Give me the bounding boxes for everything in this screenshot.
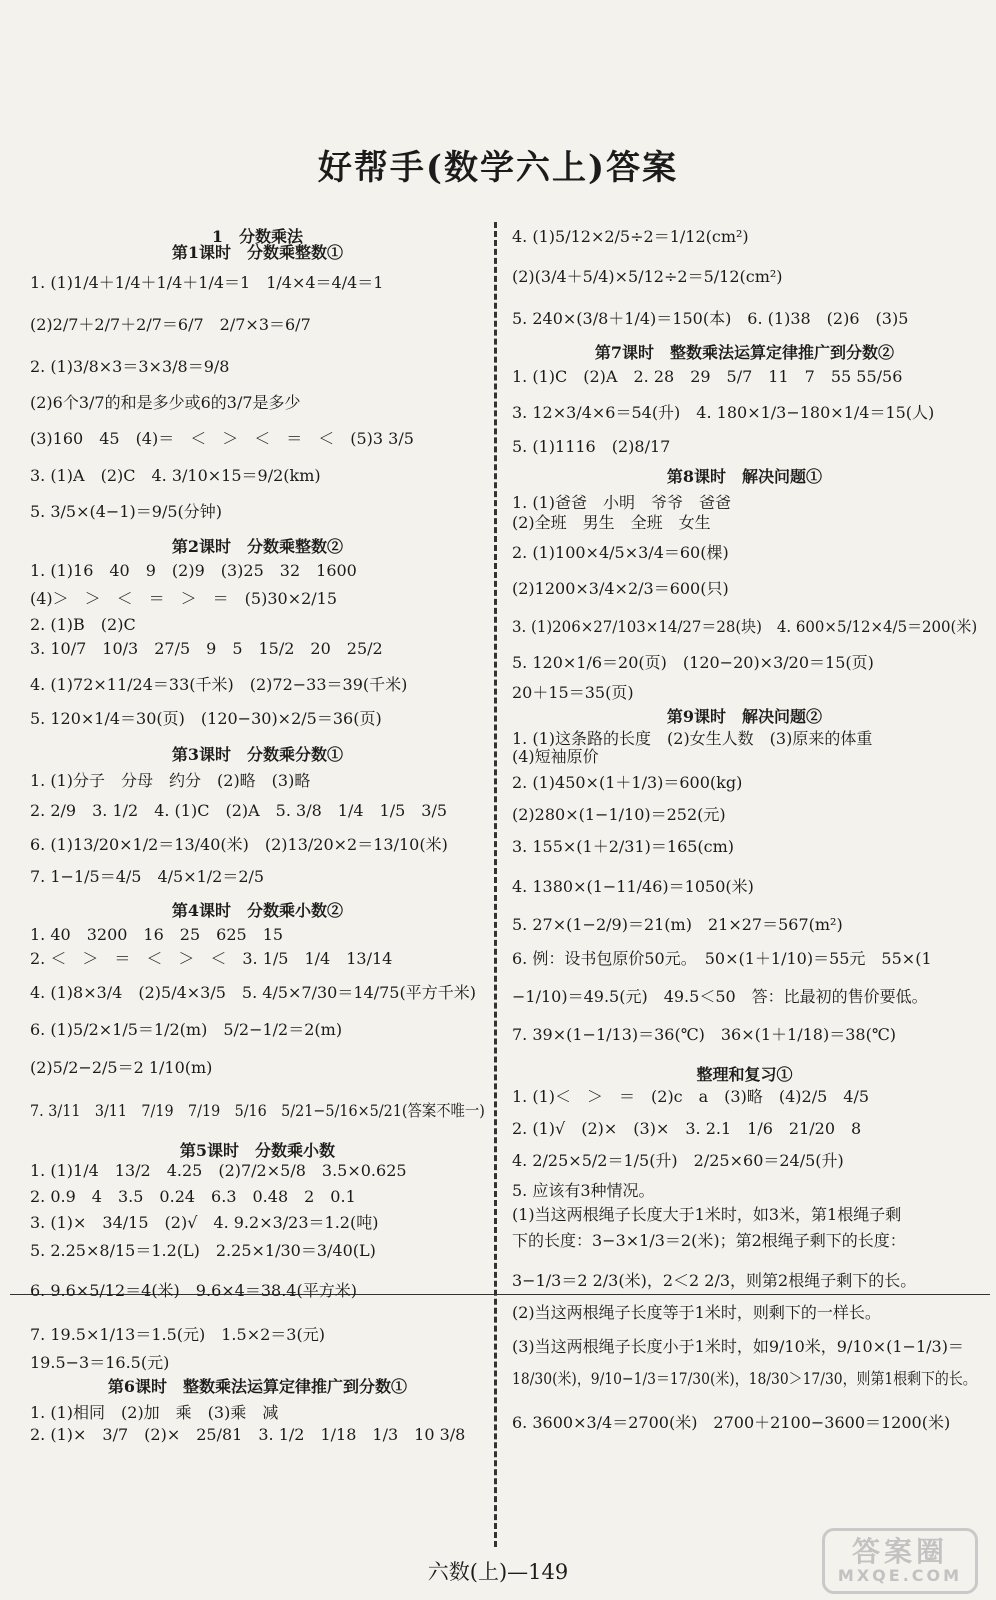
answer-line: 2. (1)100×4/5×3/4＝60(棵) — [512, 543, 729, 562]
answer-line: 7. 39×(1−1/13)＝36(℃) 36×(1＋1/18)＝38(℃) — [512, 1025, 896, 1044]
section-heading: 第5课时 分数乘小数 — [179, 1141, 336, 1160]
answer-line: 7. 1−1/5＝4/5 4/5×1/2＝2/5 — [30, 867, 265, 886]
answer-line: 1. (1)1/4＋1/4＋1/4＋1/4＝1 1/4×4＝4/4＝1 — [30, 273, 384, 292]
answer-line: 4. (1)8×3/4 (2)5/4×3/5 5. 4/5×7/30＝14/75(平方千米) — [30, 983, 476, 1002]
answer-line: 3−1/3＝2 2/3(米)，2＜2 2/3，则第2根绳子剩下的长。 — [512, 1271, 917, 1290]
section-heading: 第7课时 整数乘法运算定律推广到分数② — [594, 343, 895, 362]
answer-line: 2. 0.9 4 3.5 0.24 6.3 0.48 2 0.1 — [30, 1187, 356, 1206]
answer-line: (2)(3/4＋5/4)×5/12÷2＝5/12(cm²) — [512, 267, 783, 286]
answer-line: (3)160 45 (4)＝ ＜ ＞ ＜ ＝ ＜ (5)3 3/5 — [30, 429, 414, 448]
section-heading: 第4课时 分数乘小数② — [171, 901, 344, 920]
column-divider — [494, 222, 497, 1547]
answer-line: (2)1200×3/4×2/3＝600(只) — [512, 579, 729, 598]
answer-line: 4. 2/25×5/2＝1/5(升) 2/25×60＝24/5(升) — [512, 1151, 844, 1170]
section-heading: 整理和复习① — [696, 1065, 793, 1084]
answer-line: 2. (1)B (2)C — [30, 615, 136, 634]
answer-line: 3. (1)206×27/103×14/27＝28(块) 4. 600×5/12×4/5＝200(米) — [512, 617, 978, 636]
answer-line: 1. (1)爸爸 小明 爷爷 爸爸 — [512, 493, 732, 512]
answer-line: 2. (1)√ (2)× (3)× 3. 2.1 1/6 21/20 8 — [512, 1119, 862, 1138]
answer-line: 6. 9.6×5/12＝4(米) 9.6×4＝38.4(平方米) — [30, 1281, 357, 1300]
section-heading: 第2课时 分数乘整数② — [171, 537, 344, 556]
answer-line: 下的长度：3−3×1/3＝2(米)；第2根绳子剩下的长度： — [512, 1231, 906, 1250]
answer-line: 3. (1)× 34/15 (2)√ 4. 9.2×3/23＝1.2(吨) — [30, 1213, 379, 1232]
answer-line: 2. (1)450×(1＋1/3)＝600(kg) — [512, 773, 743, 792]
answer-line: 20＋15＝35(页) — [512, 683, 634, 702]
answer-line: 4. (1)5/12×2/5÷2＝1/12(cm²) — [512, 227, 749, 246]
answer-line: 4. (1)72×11/24＝33(千米) (2)72−33＝39(千米) — [30, 675, 408, 694]
answer-line: (3)当这两根绳子长度小于1米时，如9/10米，9/10×(1−1/3)＝ — [512, 1337, 964, 1356]
answer-line: 3. 10/7 10/3 27/5 9 5 15/2 20 25/2 — [30, 639, 383, 658]
answer-line: (2)全班 男生 全班 女生 — [512, 513, 711, 532]
section-heading: 第9课时 解决问题② — [666, 707, 823, 726]
page-title: 好帮手(数学六上)答案 — [317, 148, 679, 188]
watermark-url: MXQE.COM — [837, 1566, 963, 1585]
answer-line: 5. 2.25×8/15＝1.2(L) 2.25×1/30＝3/40(L) — [30, 1241, 376, 1260]
answer-line: 5. 3/5×(4−1)＝9/5(分钟) — [30, 502, 222, 521]
answer-line: (2)280×(1−1/10)＝252(元) — [512, 805, 726, 824]
answer-line: 5. 120×1/6＝20(页) (120−20)×3/20＝15(页) — [512, 653, 874, 672]
answer-line: (2)5/2−2/5＝2 1/10(m) — [30, 1058, 213, 1077]
answer-line: (2)6个3/7的和是多少或6的3/7是多少 — [30, 393, 301, 412]
answer-line: 2. (1)3/8×3＝3×3/8＝9/8 — [30, 357, 230, 376]
section-heading: 第3课时 分数乘分数① — [171, 745, 344, 764]
answer-line: 4. 1380×(1−11/46)＝1050(米) — [512, 877, 754, 896]
answer-line: 3. 155×(1＋2/31)＝165(cm) — [512, 837, 735, 856]
answer-line: 5. 240×(3/8＋1/4)＝150(本) 6. (1)38 (2)6 (3)5 — [512, 309, 909, 328]
answer-line: 6. 例：设书包原价50元。 50×(1＋1/10)＝55元 55×(1 — [512, 949, 932, 968]
answer-line: 1. (1)分子 分母 约分 (2)略 (3)略 — [30, 771, 311, 790]
answer-line: 3. (1)A (2)C 4. 3/10×15＝9/2(km) — [30, 466, 321, 485]
answer-line: 2. (1)× 3/7 (2)× 25/81 3. 1/2 1/18 1/3 10 3/8 — [30, 1425, 466, 1444]
answer-line: 1. (1)1/4 13/2 4.25 (2)7/2×5/8 3.5×0.625 — [30, 1161, 407, 1180]
answer-line: 6. 3600×3/4＝2700(米) 2700＋2100−3600＝1200(米) — [512, 1413, 951, 1432]
answer-line: 2. 2/9 3. 1/2 4. (1)C (2)A 5. 3/8 1/4 1/5 3/5 — [30, 801, 448, 820]
answer-line: 5. 120×1/4＝30(页) (120−30)×2/5＝36(页) — [30, 709, 382, 728]
page-footer: 六数(上)—149 — [427, 1560, 569, 1584]
section-heading: 第8课时 解决问题① — [666, 467, 823, 486]
answer-line: 1. (1)16 40 9 (2)9 (3)25 32 1600 — [30, 561, 357, 580]
answer-line: 19.5−3＝16.5(元) — [30, 1353, 170, 1372]
answer-line: (4)短袖原价 — [512, 747, 599, 766]
answer-line: 5. 27×(1−2/9)＝21(m) 21×27＝567(m²) — [512, 915, 843, 934]
answer-line: (4)＞ ＞ ＜ ＝ ＞ ＝ (5)30×2/15 — [30, 589, 338, 608]
section-heading: 第6课时 整数乘法运算定律推广到分数① — [107, 1377, 408, 1396]
answer-line: 5. (1)1116 (2)8/17 — [512, 437, 671, 456]
answer-line: 1. (1)＜ ＞ ＝ (2)c a (3)略 (4)2/5 4/5 — [512, 1087, 870, 1106]
answer-line: 1. (1)C (2)A 2. 28 29 5/7 11 7 55 55/56 — [512, 367, 903, 386]
answer-line: 7. 3/11 3/11 7/19 7/19 5/16 5/21−5/16×5/21(答案不唯一) — [30, 1101, 485, 1120]
answer-line: (2)当这两根绳子长度等于1米时，则剩下的一样长。 — [512, 1303, 881, 1322]
answer-line: 5. 应该有3种情况。 — [512, 1181, 655, 1200]
answer-line: 18/30(米)，9/10−1/3＝17/30(米)，18/30＞17/30，则第1根剩下的长。 — [512, 1369, 977, 1388]
section-heading: 第1课时 分数乘整数① — [171, 243, 344, 262]
answer-line: (2)2/7＋2/7＋2/7＝6/7 2/7×3＝6/7 — [30, 315, 311, 334]
watermark-logo — [822, 1528, 978, 1594]
answer-line: 1. 40 3200 16 25 625 15 — [30, 925, 284, 944]
answer-line: 1. (1)相同 (2)加 乘 (3)乘 减 — [30, 1403, 279, 1422]
answer-line: 7. 19.5×1/13＝1.5(元) 1.5×2＝3(元) — [30, 1325, 325, 1344]
answer-line: 1. (1)这条路的长度 (2)女生人数 (3)原来的体重 — [512, 729, 873, 748]
answer-line: 2. ＜ ＞ ＝ ＜ ＞ ＜ 3. 1/5 1/4 13/14 — [30, 949, 393, 968]
answer-line: 6. (1)5/2×1/5＝1/2(m) 5/2−1/2＝2(m) — [30, 1020, 343, 1039]
answer-line: (1)当这两根绳子长度大于1米时，如3米，第1根绳子剩 — [512, 1205, 902, 1224]
answer-line: −1/10)＝49.5(元) 49.5＜50 答：比最初的售价要低。 — [512, 987, 928, 1006]
watermark-text: 答案圈 — [851, 1535, 948, 1568]
section-heading: 1 分数乘法 — [211, 227, 304, 246]
answer-line: 6. (1)13/20×1/2＝13/40(米) (2)13/20×2＝13/10(米) — [30, 835, 448, 854]
answer-line: 3. 12×3/4×6＝54(升) 4. 180×1/3−180×1/4＝15(人) — [512, 403, 935, 422]
